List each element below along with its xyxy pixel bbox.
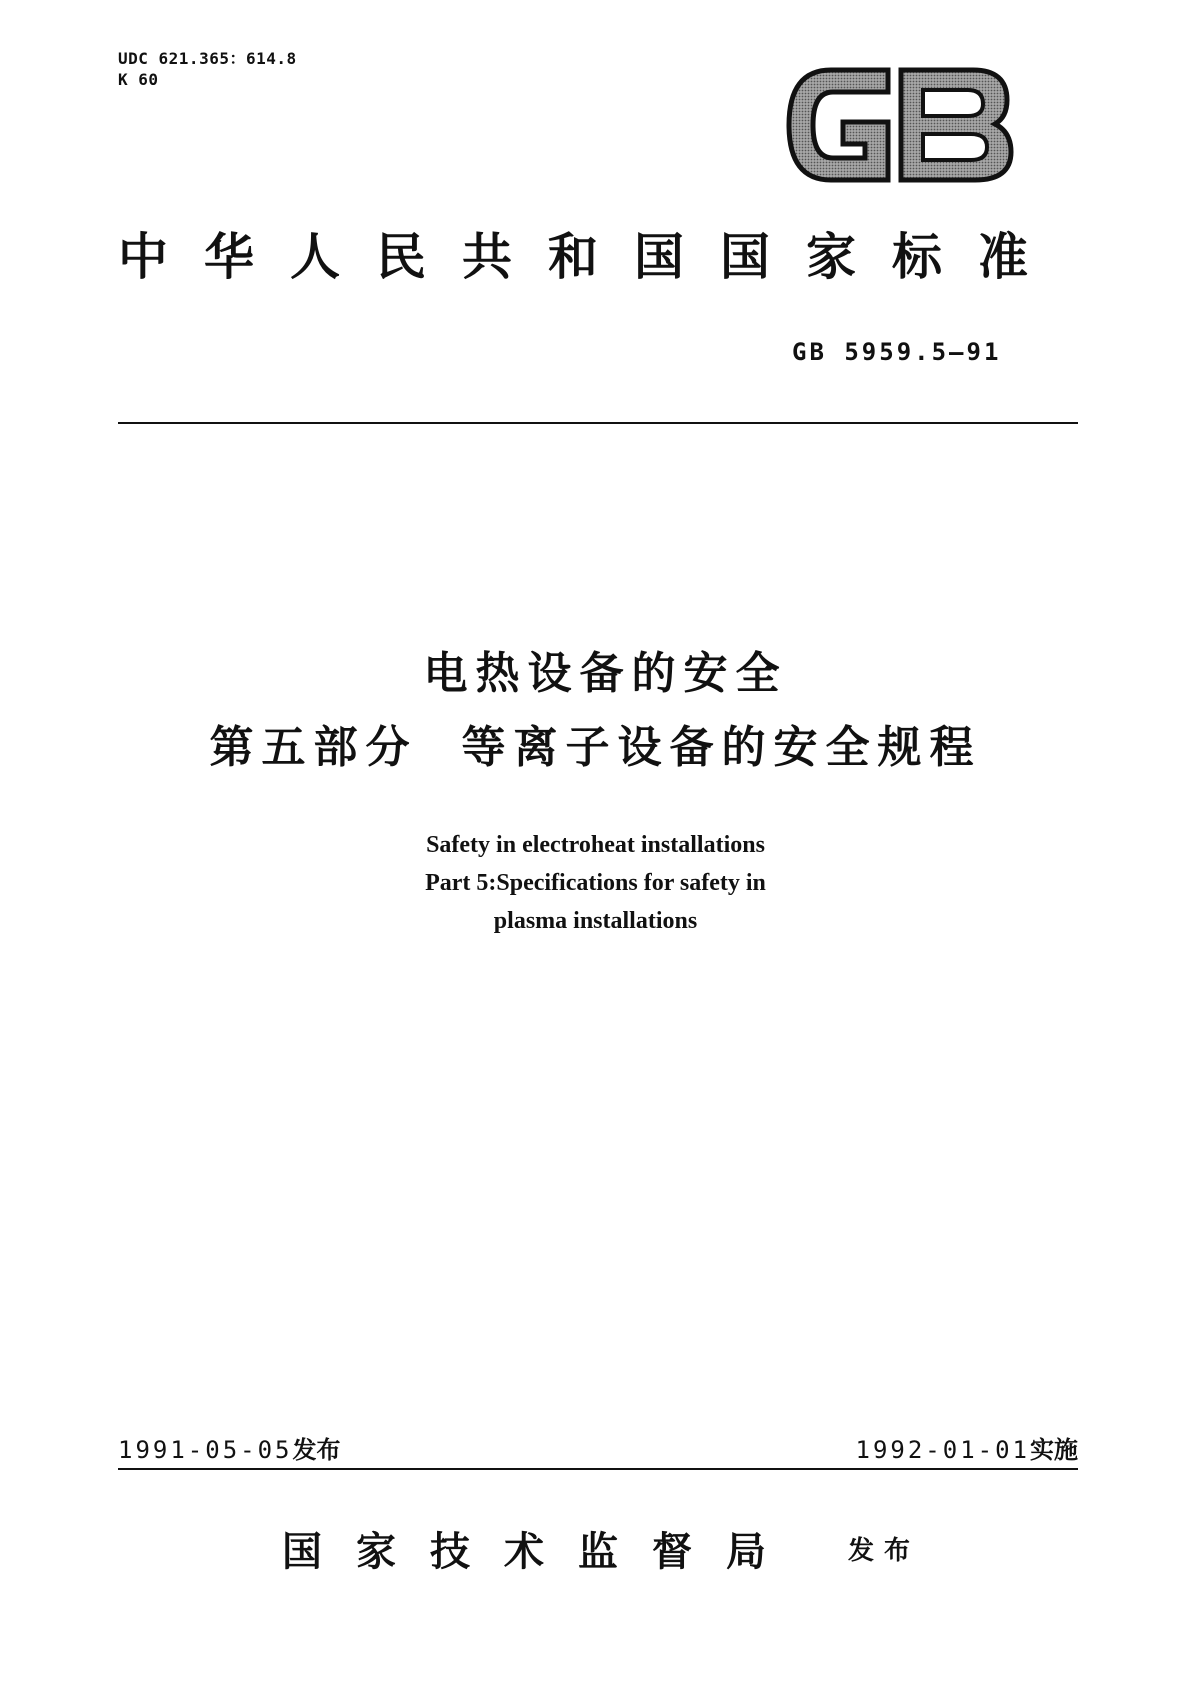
bottom-divider <box>118 1468 1078 1470</box>
standard-title: 中华人民共和国国家标准 <box>118 227 1064 286</box>
part-subject: 等离子设备的安全规程 <box>461 722 982 773</box>
standard-number: GB 5959.5—91 <box>792 338 1002 366</box>
english-title-line1: Safety in electroheat installations <box>426 832 765 858</box>
english-title <box>0 826 1191 940</box>
classification-block <box>118 48 297 90</box>
english-title-line3: plasma installations <box>493 908 698 934</box>
udc-code: UDC 621.365：614.8 <box>118 49 297 68</box>
logo-text: GB <box>783 62 785 63</box>
class-code: K 60 <box>118 70 159 89</box>
issued-label: 发布 <box>848 1536 921 1566</box>
effective-date-value: 1992-01-01 <box>855 1436 1030 1464</box>
gb-logo <box>783 62 1015 188</box>
issue-date <box>118 1430 341 1465</box>
top-divider <box>118 422 1078 424</box>
issue-date-suffix: 发布 <box>292 1436 341 1464</box>
part-label: 第五部分 <box>209 722 418 773</box>
effective-date <box>856 1430 1079 1465</box>
issuing-authority: 国家技术监督局 <box>282 1528 800 1575</box>
chinese-title-line1: 电热设备的安全 <box>423 648 788 699</box>
issue-date-value: 1991-05-05 <box>118 1436 293 1464</box>
chinese-title-line2 <box>0 718 1191 778</box>
english-title-line2: Part 5:Specifications for safety in <box>425 870 766 896</box>
effective-date-suffix: 实施 <box>1030 1436 1078 1464</box>
